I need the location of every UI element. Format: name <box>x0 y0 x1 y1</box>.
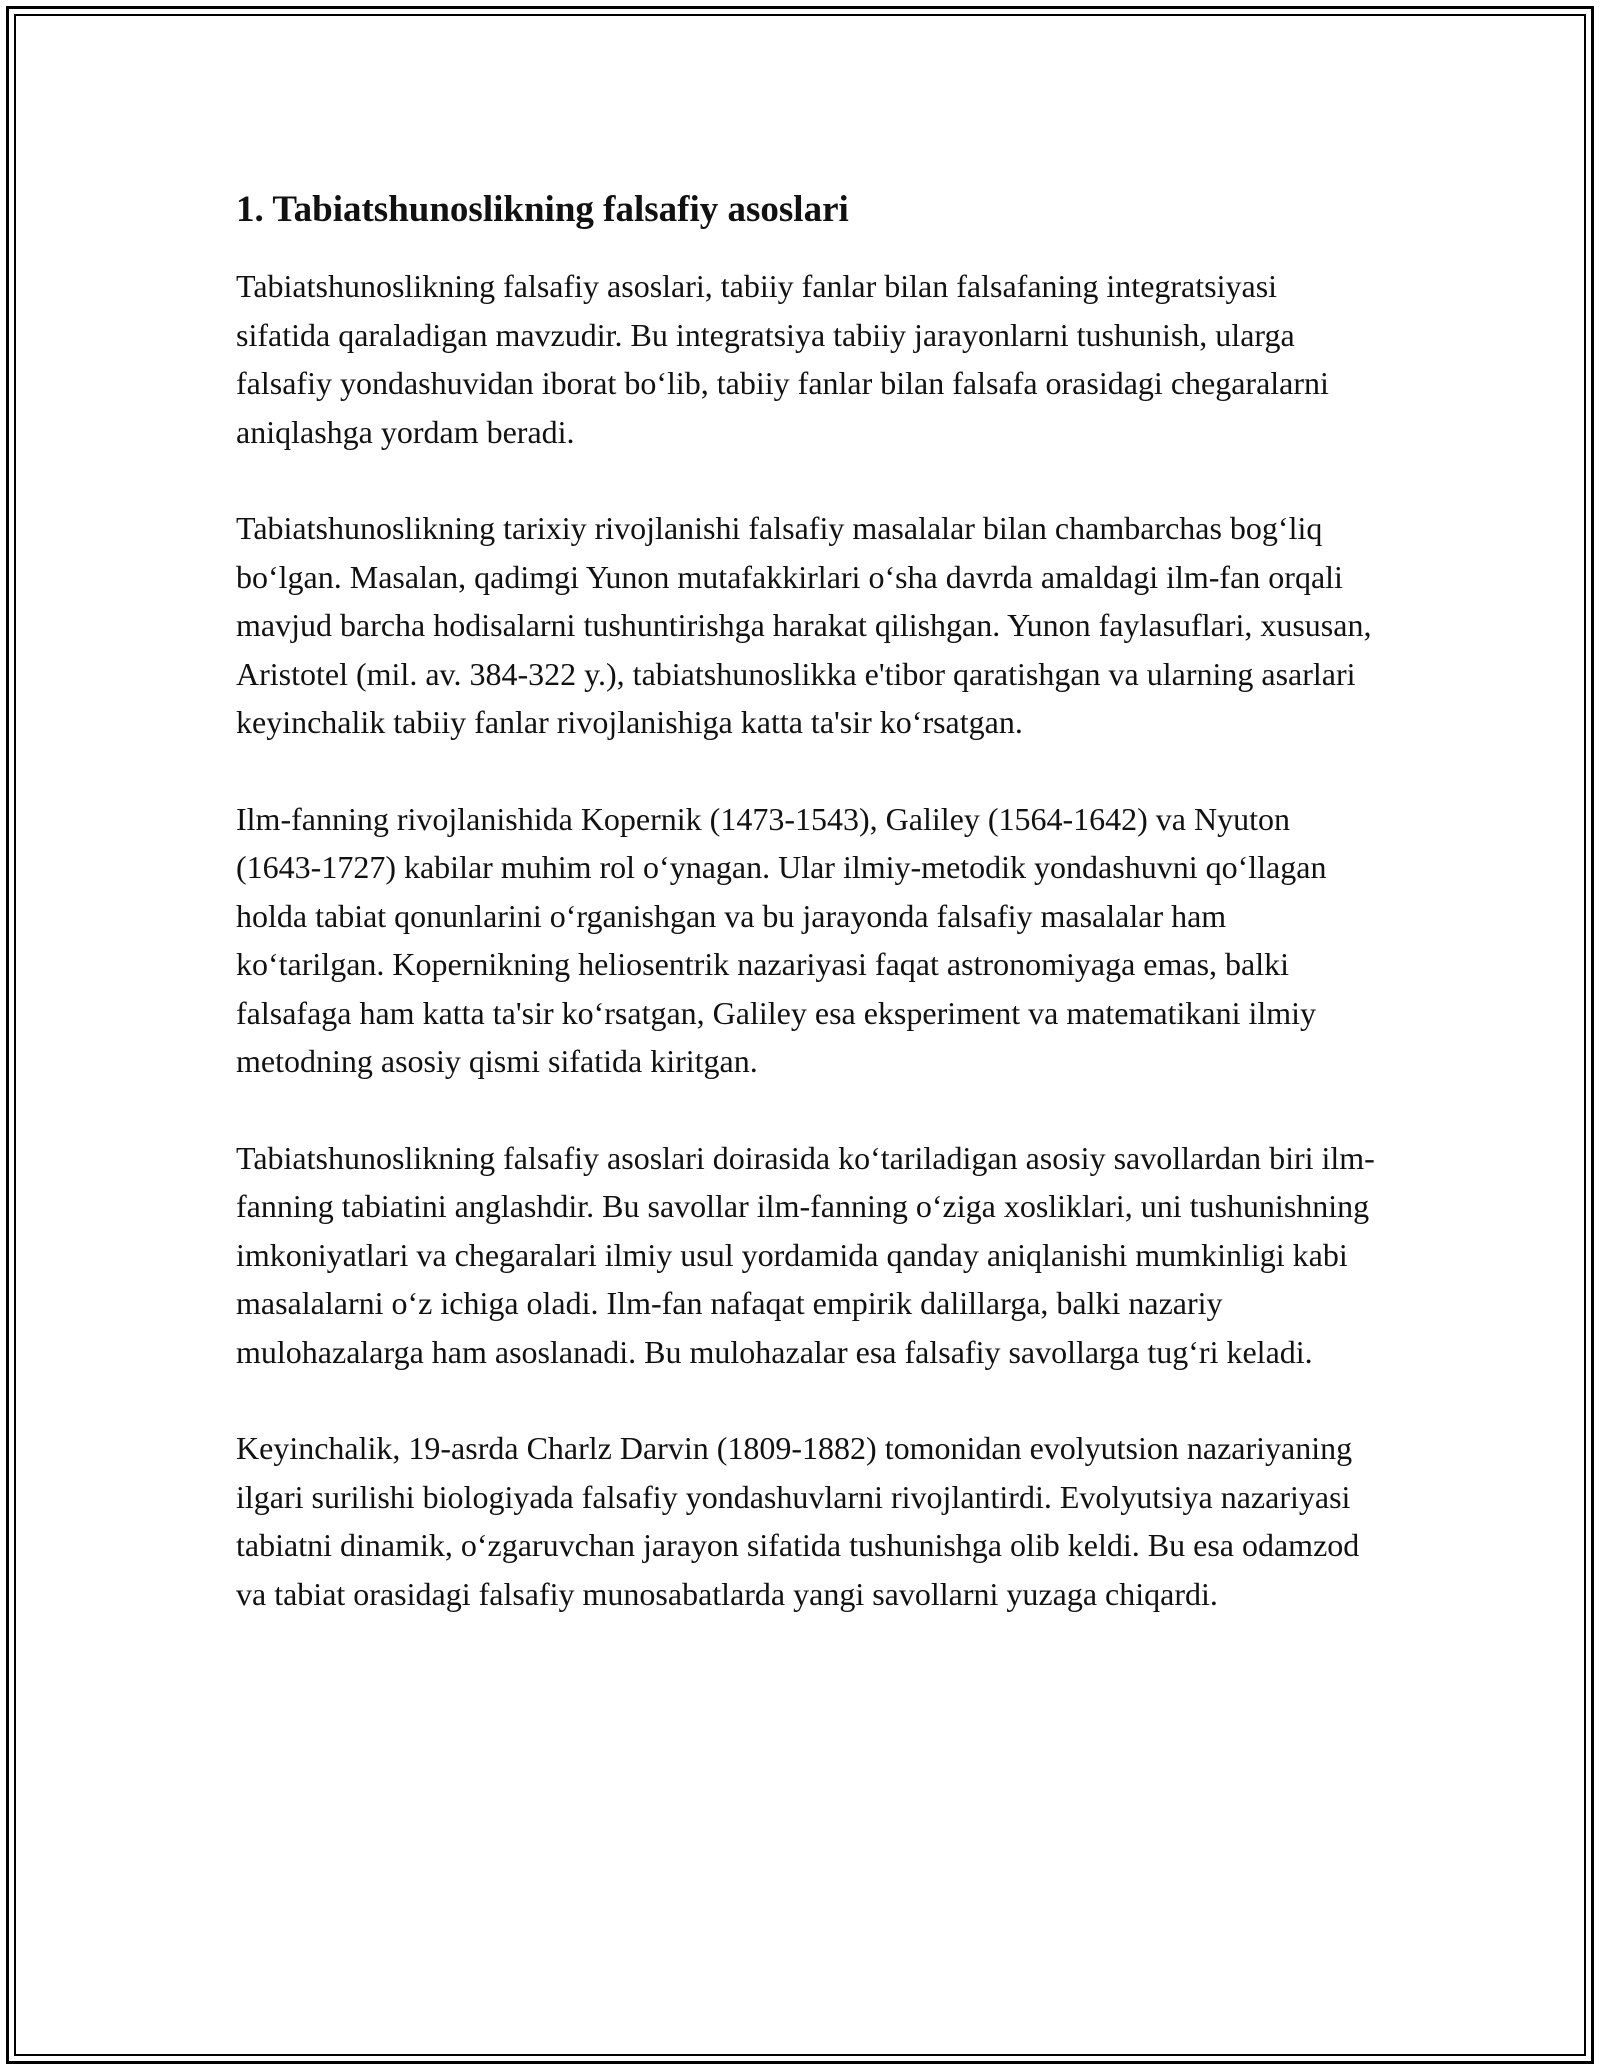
paragraph-5: Keyinchalik, 19-asrda Charlz Darvin (1809-1882) tomonidan evolyutsion nazariyaning ilgari surilishi biologiyada falsafiy yondashuvlarni rivojlantirdi. Evolyutsiya nazariyasi tabiatni dinamik, o‘zgaruvchan jarayon sifatida tushunishga olib keldi. Bu esa odamzod va tabiat orasidagi falsafiy munosabatlarda yangi savollarni yuzaga chiqardi. <box>236 1430 1360 1612</box>
paragraph-4: Tabiatshunoslikning falsafiy asoslari doirasida ko‘tariladigan asosiy savollardan biri ilm-fanning tabiatini anglashdir. Bu savollar ilm-fanning o‘ziga xosliklari, uni tushunishning imkoniyatlari va chegaralari ilmiy usul yordamida qanday aniqlanishi mumkinligi kabi masalalarni o‘z ichiga oladi. Ilm-fan nafaqat empirik dalillarga, balki nazariy mulohazalarga ham asoslanadi. Bu mulohazalar esa falsafiy savollarga tug‘ri keladi. <box>236 1139 1375 1370</box>
paragraph-3: Ilm-fanning rivojlanishida Kopernik (1473-1543), Galiley (1564-1642) va Nyuton (1643-1727) kabilar muhim rol o‘ynagan. Ular ilmiy-metodik yondashuvni qo‘llagan holda tabiat qonunlarini o‘rganishgan va bu jarayonda falsafiy masalalar ham ko‘tarilgan. Kopernikning heliosentrik nazariyasi faqat astronomiyaga emas, balki falsafaga ham katta ta'sir ko‘rsatgan, Galiley esa eksperiment va matematikani ilmiy metodning asosiy qismi sifatida kiritgan. <box>236 800 1327 1079</box>
paragraph-2: Tabiatshunoslikning tarixiy rivojlanishi falsafiy masalalar bilan chambarchas bog‘liq bo‘lgan. Masalan, qadimgi Yunon mutafakkirlari o‘sha davrda amaldagi ilm-fan orqali mavjud barcha hodisalarni tushuntirishga harakat qilishgan. Yunon faylasuflari, xususan, Aristotel (mil. av. 384-322 y.), tabiatshunoslikka e'tibor qaratishgan va ularning asarlari keyinchalik tabiiy fanlar rivojlanishiga katta ta'sir ko‘rsatgan. <box>236 510 1372 740</box>
paragraph-1: Tabiatshunoslikning falsafiy asoslari, tabiiy fanlar bilan falsafaning integratsiyasi sifatida qaraladigan mavzudir. Bu integratsiya tabiiy jarayonlarni tushunish, ularga falsafiy yondashuvidan iborat bo‘lib, tabiiy fanlar bilan falsafa orasidagi chegaralarni aniqlashga yordam beradi. <box>236 268 1329 450</box>
section-heading: 1. Tabiatshunoslikning falsafiy asoslari <box>236 189 849 230</box>
document-body <box>236 186 1376 1666</box>
